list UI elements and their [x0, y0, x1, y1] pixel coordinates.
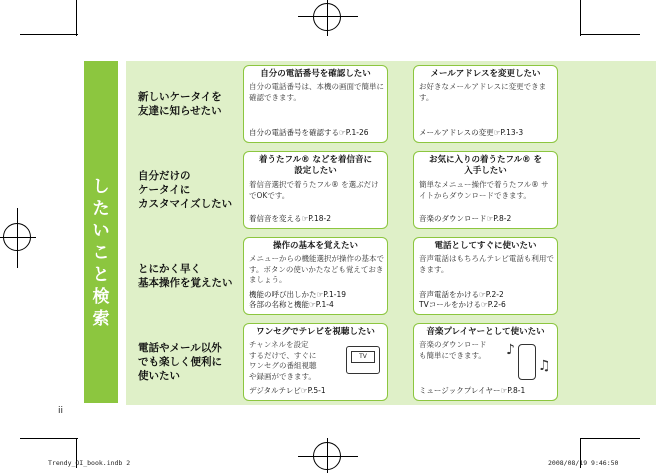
card-title: 電話としてすぐに使いたい [434, 241, 537, 251]
side-tab [84, 61, 118, 403]
tv-phone-icon: TV [346, 346, 380, 374]
card-get-music [413, 151, 558, 229]
music-note-icon: ♪ [506, 342, 515, 358]
crop-mark [580, 0, 581, 36]
card-link[interactable]: 音声電話をかける☞P.2-2 [419, 290, 504, 299]
registration-circle [313, 442, 341, 470]
card-watch-tv [243, 323, 388, 401]
card-title: 音楽プレイヤーとして使いたい [426, 327, 545, 337]
card-body: 音楽のダウンロード も簡単にできます。 [419, 340, 487, 360]
card-check-number [243, 65, 388, 143]
crop-mark [20, 438, 78, 439]
card-body: 音声電話はもちろんテレビ電話も利用できます。 [419, 254, 554, 274]
card-body: 着信音選択で着うたフル® を選ぶだけでOKです。 [249, 180, 379, 200]
registration-circle [3, 223, 31, 251]
row-customize [126, 147, 656, 233]
page-number: ii [58, 406, 64, 416]
card-title: メールアドレスを変更したい [430, 69, 541, 79]
card-link[interactable]: 各部の名称と機能☞P.1-4 [249, 300, 334, 309]
card-change-email [413, 65, 558, 143]
card-title: お気に入りの着うたフル® を 入手したい [428, 155, 543, 176]
card-learn-basics [243, 237, 388, 315]
card-link[interactable]: 機能の呼び出しかた☞P.1-19 [249, 290, 346, 299]
card-link[interactable]: デジタルテレビ☞P.5-1 [249, 386, 326, 395]
crop-mark [76, 0, 77, 36]
crop-mark [580, 34, 640, 35]
registration-circle [313, 3, 341, 31]
card-title: ワンセグでテレビを視聴したい [256, 327, 375, 337]
music-phone-icon [518, 344, 536, 380]
footer-file: Trendy_OI_book.indb 2 [48, 459, 131, 467]
card-link[interactable]: ミュージックプレイヤー☞P.8-1 [419, 386, 526, 395]
card-music-player [413, 323, 558, 401]
card-use-phone [413, 237, 558, 315]
row-fun-features [126, 319, 656, 405]
row-label: 電話やメール以外 でも楽しく便利に 使いたい [138, 342, 222, 382]
row-basic-ops [126, 233, 656, 319]
card-title: 着うたフル® などを着信音に 設定したい [258, 155, 373, 176]
card-link[interactable]: メールアドレスの変更☞P.13-3 [419, 128, 524, 137]
side-title: し た い こ と 検 索 [92, 177, 110, 329]
crop-mark [580, 438, 640, 439]
row-label: 新しいケータイを 友達に知らせたい [138, 91, 222, 117]
card-body: メニューからの機能選択が操作の基本です。ボタンの使いかたなども覚えておきましょう。 [249, 254, 384, 284]
footer-timestamp: 2008/08/19 9:46:50 [548, 459, 619, 467]
card-link[interactable]: 音楽のダウンロード☞P.8-2 [419, 214, 512, 223]
row-label: とにかく早く 基本操作を覚えたい [138, 263, 233, 289]
card-link[interactable]: 着信音を変える☞P.18-2 [249, 214, 331, 223]
card-body: お好きなメールアドレスに変更できます。 [419, 82, 547, 102]
card-body: 簡単なメニュー操作で着うたフル® サイトからダウンロードできます。 [419, 180, 549, 200]
card-set-ringtone [243, 151, 388, 229]
crop-mark [20, 34, 78, 35]
card-body: 自分の電話番号は、本機の画面で簡単に確認できます。 [249, 82, 384, 102]
card-body: チャンネルを設定 するだけで、すぐに ワンセグの番組視聴 や録画ができます。 [249, 340, 317, 381]
card-title: 自分の電話番号を確認したい [260, 69, 371, 79]
card-title: 操作の基本を覚えたい [272, 241, 358, 251]
row-share-number [126, 61, 656, 147]
card-link[interactable]: 自分の電話番号を確認する☞P.1-26 [249, 128, 369, 137]
card-link[interactable]: TVコールをかける☞P.2-6 [419, 300, 506, 309]
music-note-icon: ♫ [538, 358, 551, 374]
row-label: 自分だけの ケータイに カスタマイズしたい [138, 170, 233, 210]
